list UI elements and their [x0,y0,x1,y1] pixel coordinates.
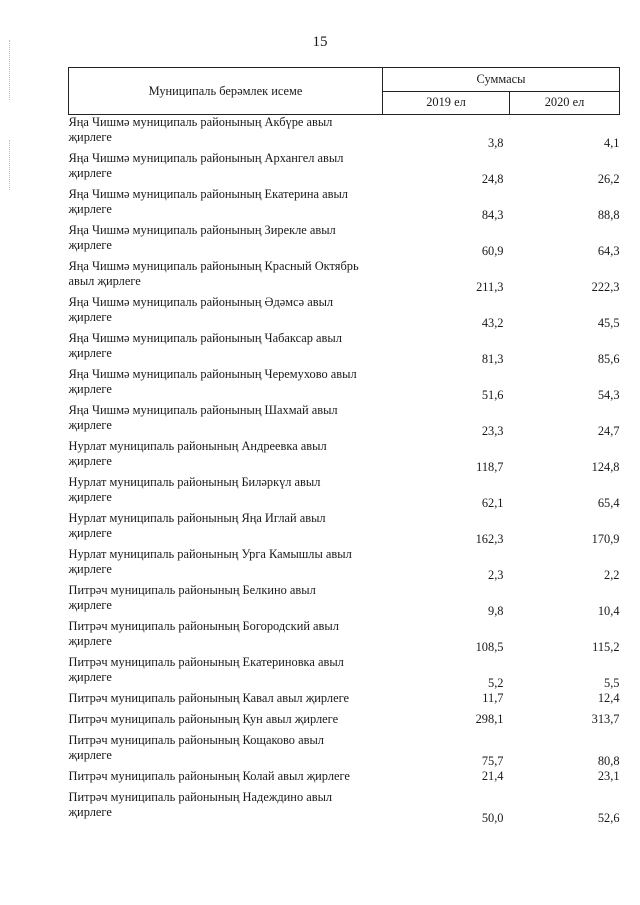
municipality-name [69,367,383,403]
municipality-name-line2: җирлеге [68,562,112,576]
amount-2019: 9,8 [488,604,504,618]
municipality-name-line2: җирлеге [68,418,112,432]
amount-2019: 118,7 [476,460,504,474]
table-row [69,151,620,187]
amount-2020: 52,6 [597,811,620,825]
municipality-name-line2: җирлеге [68,748,112,762]
table-row [69,331,620,367]
amount-2020: 12,4 [597,691,620,705]
header-name-column: Муниципаль берәмлек исеме [69,68,383,115]
amount-2019: 62,1 [481,496,504,510]
municipality-name-line1: Яңа Чишмә муниципаль районының Черемухово авыл [68,367,357,381]
amount-2019: 11,7 [482,691,504,705]
amount-2020: 170,9 [591,532,620,546]
budget-table [68,67,620,826]
municipality-name [69,511,383,547]
amount-2019: 51,6 [481,388,504,402]
amount-2020: 45,5 [597,316,620,330]
municipality-name [69,295,383,331]
table-row [69,619,620,655]
table-row [69,655,620,691]
table-row [69,733,620,769]
municipality-name-line2: җирлеге [68,490,112,504]
page-number: 15 [312,34,328,50]
table-row [69,439,620,475]
municipality-name [69,475,383,511]
amount-2020: 124,8 [591,460,620,474]
amount-2019: 3,8 [488,136,504,150]
table-body [69,115,620,827]
amount-2019: 211,3 [476,280,504,294]
municipality-name-line1: Питрәч муниципаль районының Надеждино авыл [68,790,333,804]
municipality-name-line1: Яңа Чишмә муниципаль районының Красный Октябрь [68,259,359,273]
table-row [69,115,620,152]
municipality-name [69,733,383,769]
municipality-name-line1: Нурлат муниципаль районының Биләркүл авыл [68,475,321,489]
municipality-name [69,691,383,712]
amount-2019: 75,7 [481,754,504,768]
amount-2020: 5,5 [604,676,620,690]
amount-2019: 43,2 [481,316,504,330]
margin-dots-middle [9,140,11,190]
municipality-name [69,187,383,223]
municipality-name-line2: җирлеге [68,382,112,396]
municipality-name [69,331,383,367]
table-row [69,223,620,259]
municipality-name [69,619,383,655]
amount-2020: 88,8 [597,208,620,222]
municipality-name [69,403,383,439]
table-row [69,187,620,223]
amount-2019: 84,3 [481,208,504,222]
table-row [69,475,620,511]
header-year-2019: 2019 ел [383,91,510,115]
municipality-name [69,769,383,790]
amount-2019: 24,8 [481,172,504,186]
amount-2020: 80,8 [597,754,620,768]
municipality-name-line2: җирлеге [68,238,112,252]
municipality-name [69,439,383,475]
municipality-name-line2: җирлеге [68,166,112,180]
amount-2019: 108,5 [475,640,504,654]
municipality-name-line1: Яңа Чишмә муниципаль районының Архангел авыл [68,151,344,165]
table-row [69,295,620,331]
municipality-name-line2: җирлеге [68,526,112,540]
municipality-name-line1: Питрәч муниципаль районының Колай авыл җирлеге [68,769,350,783]
amount-2020: 23,1 [597,769,620,783]
municipality-name-line1: Питрәч муниципаль районының Кощаково авыл [68,733,324,747]
table-row [69,712,620,733]
municipality-name-line1: Питрәч муниципаль районының Богородский авыл [68,619,339,633]
municipality-name [69,790,383,826]
table-row [69,691,620,712]
amount-2020: 64,3 [597,244,620,258]
amount-2020: 54,3 [597,388,620,402]
amount-2020: 2,2 [604,568,620,582]
amount-2019: 5,2 [488,676,504,690]
municipality-name-line1: Яңа Чишмә муниципаль районының Шахмай авыл [68,403,338,417]
municipality-name-line1: Питрәч муниципаль районының Екатериновка авыл [68,655,344,669]
municipality-name-line2: җирлеге [68,202,112,216]
municipality-name [69,547,383,583]
table-row [69,367,620,403]
header-year-2020: 2020 ел [510,91,620,115]
amount-2020: 10,4 [597,604,620,618]
amount-2020: 65,4 [597,496,620,510]
municipality-name [69,712,383,733]
margin-dots-top [9,40,11,100]
amount-2020: 115,2 [592,640,620,654]
municipality-name-line1: Питрәч муниципаль районының Кун авыл җирлеге [68,712,339,726]
header-sum-column: Суммасы [383,68,620,92]
municipality-name-line1: Яңа Чишмә муниципаль районының Екатерина авыл [68,187,348,201]
municipality-name [69,583,383,619]
municipality-name [69,223,383,259]
table-row [69,547,620,583]
municipality-name-line2: җирлеге [68,130,112,144]
municipality-name-line1: Нурлат муниципаль районының Урга Камышлы авыл [68,547,352,561]
table-row [69,403,620,439]
table-row [69,259,620,295]
amount-2019: 21,4 [481,769,504,783]
municipality-name [69,259,383,295]
table-row [69,790,620,826]
municipality-name-line2: җирлеге [68,805,112,819]
municipality-name-line1: Питрәч муниципаль районының Белкино авыл [68,583,316,597]
municipality-name-line1: Яңа Чишмә муниципаль районының Зирекле авыл [68,223,336,237]
municipality-name-line1: Нурлат муниципаль районының Андреевка авыл [68,439,327,453]
amount-2020: 313,7 [591,712,620,726]
table-row [69,769,620,790]
municipality-name [69,115,383,152]
table-row [69,583,620,619]
municipality-name-line2: җирлеге [68,346,112,360]
municipality-name-line2: авыл җирлеге [68,274,141,288]
municipality-name-line2: җирлеге [68,310,112,324]
amount-2019: 23,3 [481,424,504,438]
amount-2020: 24,7 [597,424,620,438]
amount-2019: 298,1 [475,712,504,726]
municipality-name-line2: җирлеге [68,670,112,684]
amount-2019: 81,3 [481,352,504,366]
amount-2020: 26,2 [597,172,620,186]
amount-2019: 50,0 [481,811,504,825]
table-row [69,511,620,547]
amount-2020: 222,3 [591,280,620,294]
amount-2020: 4,1 [604,136,620,150]
municipality-name-line1: Яңа Чишмә муниципаль районының Чабаксар авыл [68,331,342,345]
amount-2020: 85,6 [597,352,620,366]
municipality-name-line2: җирлеге [68,598,112,612]
municipality-name-line2: җирлеге [68,454,112,468]
municipality-name-line1: Питрәч муниципаль районының Кавал авыл җирлеге [68,691,350,705]
municipality-name-line1: Нурлат муниципаль районының Яңа Иглай авыл [68,511,326,525]
amount-2019: 60,9 [481,244,504,258]
amount-2019: 162,3 [475,532,504,546]
municipality-name-line1: Яңа Чишмә муниципаль районының Әдәмсә авыл [68,295,334,309]
municipality-name [69,151,383,187]
municipality-name [69,655,383,691]
amount-2019: 2,3 [488,568,504,582]
municipality-name-line1: Яңа Чишмә муниципаль районының Акбүре авыл [68,115,333,129]
municipality-name-line2: җирлеге [68,634,112,648]
